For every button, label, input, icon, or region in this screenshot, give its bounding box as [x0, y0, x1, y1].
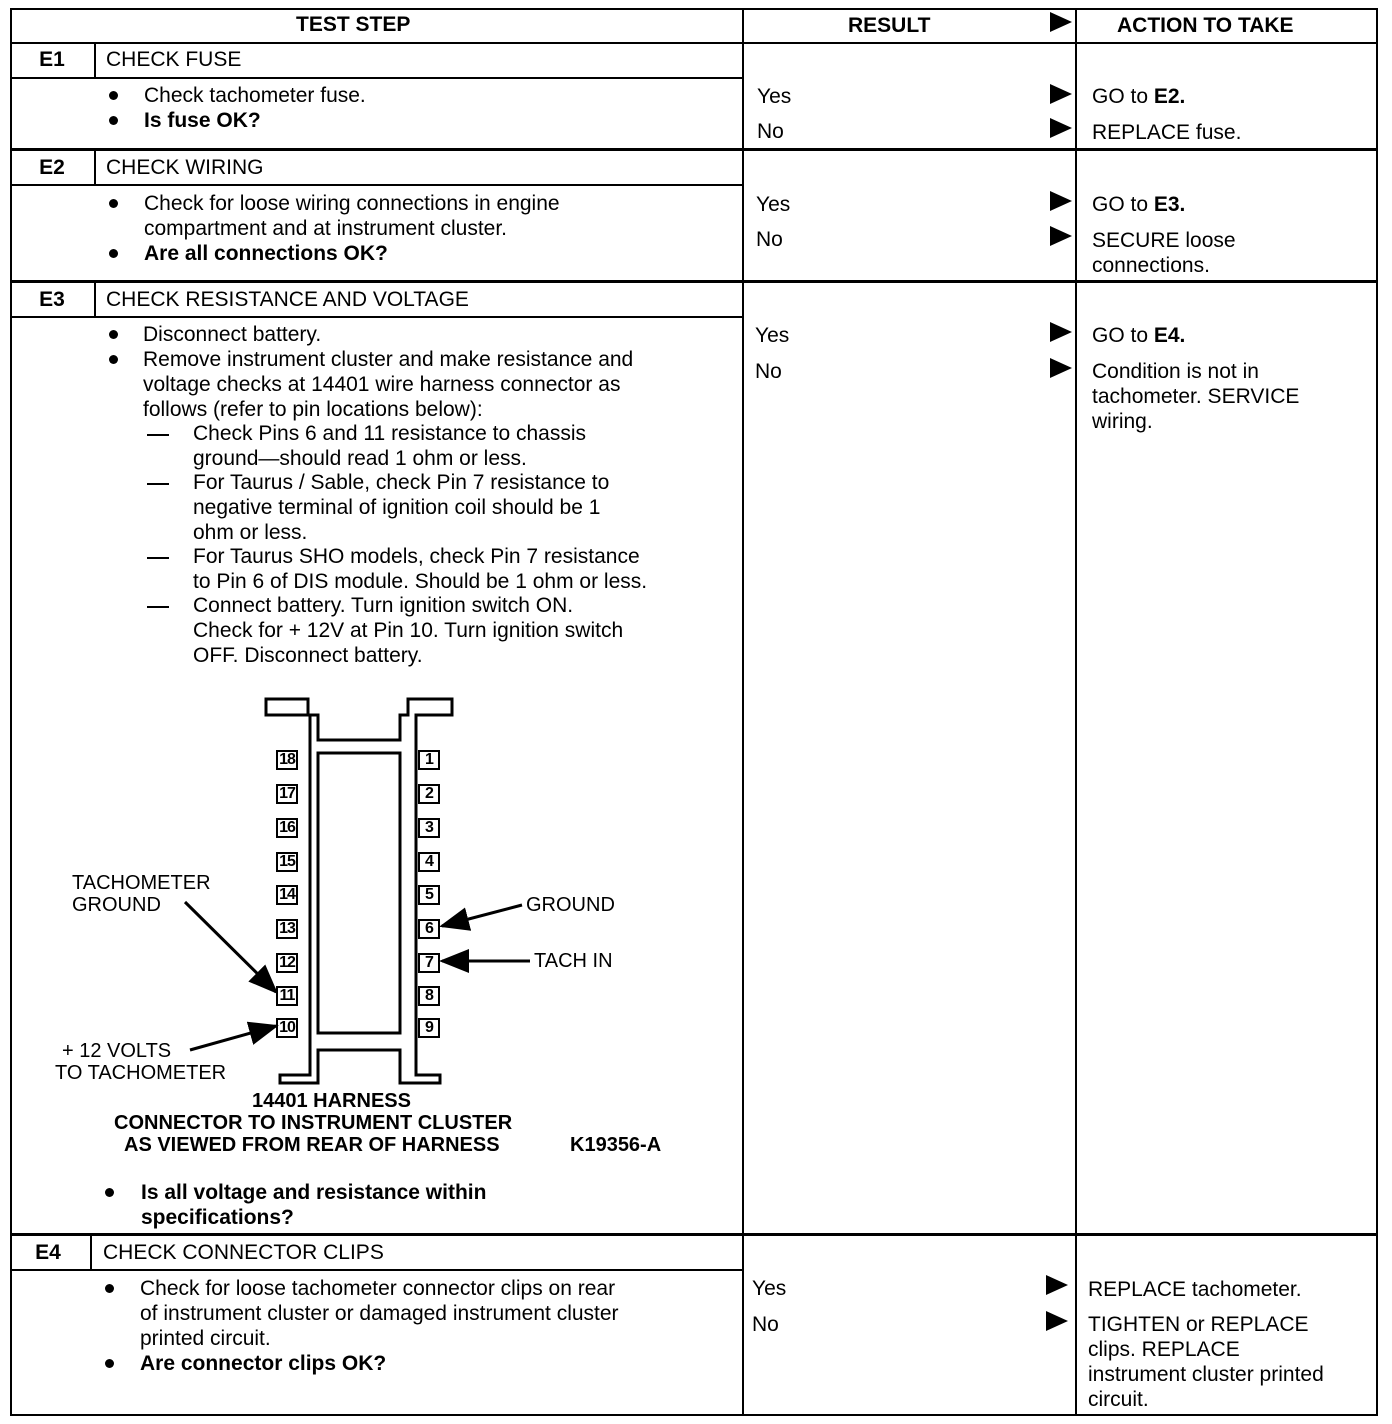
pin-7: 7 — [418, 953, 440, 973]
header-action: ACTION TO TAKE — [1117, 14, 1294, 37]
step-id: E3 — [39, 288, 65, 311]
pin-11: 11 — [276, 986, 298, 1006]
bullet-icon — [105, 1188, 114, 1197]
pin-10: 10 — [276, 1018, 298, 1038]
step-text: negative terminal of ignition coil should be 1 — [193, 496, 601, 519]
step-text: Remove instrument cluster and make resistance and — [143, 348, 634, 371]
step-text: Check Pins 6 and 11 resistance to chassis — [193, 422, 586, 445]
arrow-right-icon — [1046, 1311, 1068, 1331]
arrow-right-icon — [1046, 1275, 1068, 1295]
pin-1: 1 — [418, 750, 440, 770]
label-ground: GROUND — [526, 894, 615, 916]
step-question: Are all connections OK? — [144, 242, 388, 265]
action-no: connections. — [1092, 254, 1210, 277]
step-id: E1 — [39, 48, 65, 71]
pin-14: 14 — [276, 885, 298, 905]
result-yes: Yes — [757, 85, 792, 108]
arrow-right-icon — [1050, 12, 1072, 32]
action-no: Condition is not in — [1092, 360, 1259, 383]
step-id: E2 — [39, 156, 65, 179]
step-text: Disconnect battery. — [143, 323, 322, 346]
pin-8: 8 — [418, 986, 440, 1006]
step-text: of instrument cluster or damaged instrument cluster — [140, 1302, 619, 1325]
step-text: Connect battery. Turn ignition switch ON. — [193, 594, 574, 617]
step-text: Check for + 12V at Pin 10. Turn ignition switch — [193, 619, 624, 642]
diagram-caption: CONNECTOR TO INSTRUMENT CLUSTER — [114, 1112, 513, 1134]
action-yes: GO to E3. — [1092, 193, 1186, 216]
action-no: tachometer. SERVICE — [1092, 385, 1300, 408]
step-text: For Taurus / Sable, check Pin 7 resistance to — [193, 471, 610, 494]
step-text: compartment and at instrument cluster. — [144, 217, 507, 240]
header-test-step: TEST STEP — [296, 13, 411, 36]
action-no: REPLACE fuse. — [1092, 121, 1242, 144]
action-no: TIGHTEN or REPLACE — [1088, 1313, 1309, 1336]
pin-2: 2 — [418, 784, 440, 804]
step-text: ohm or less. — [193, 521, 308, 544]
pin-6: 6 — [418, 919, 440, 939]
action-yes: GO to E2. — [1092, 85, 1186, 108]
result-no: No — [755, 360, 782, 383]
pin-3: 3 — [418, 818, 440, 838]
step-title: CHECK FUSE — [106, 48, 242, 71]
pin-18: 18 — [276, 750, 298, 770]
step-text: For Taurus SHO models, check Pin 7 resistance — [193, 545, 640, 568]
step-text: follows (refer to pin locations below): — [143, 398, 483, 421]
bullet-icon — [105, 1284, 114, 1293]
step-question: Is fuse OK? — [144, 109, 261, 132]
pin-17: 17 — [276, 784, 298, 804]
pin-9: 9 — [418, 1018, 440, 1038]
label-tach-ground: TACHOMETER — [72, 872, 211, 894]
action-yes: GO to E4. — [1092, 324, 1186, 347]
step-text: to Pin 6 of DIS module. Should be 1 ohm or less. — [193, 570, 648, 593]
action-no: instrument cluster printed — [1088, 1363, 1324, 1386]
step-question: Is all voltage and resistance within — [141, 1181, 487, 1204]
step-question: specifications? — [141, 1206, 294, 1229]
step-text: Check for loose tachometer connector clips on rear — [140, 1277, 616, 1300]
label-12-volts: TO TACHOMETER — [55, 1062, 227, 1084]
pin-16: 16 — [276, 818, 298, 838]
label-12-volts: + 12 VOLTS — [62, 1040, 172, 1062]
action-no: circuit. — [1088, 1388, 1149, 1411]
diagram-caption: AS VIEWED FROM REAR OF HARNESS — [124, 1134, 500, 1156]
step-text: OFF. Disconnect battery. — [193, 644, 423, 667]
arrow-right-icon — [1050, 358, 1072, 378]
step-title: CHECK WIRING — [106, 156, 264, 179]
arrow-right-icon — [1050, 226, 1072, 246]
bullet-icon — [105, 1359, 114, 1368]
pin-5: 5 — [418, 885, 440, 905]
pin-12: 12 — [276, 953, 298, 973]
result-no: No — [757, 120, 784, 143]
step-text: voltage checks at 14401 wire harness connector as — [143, 373, 621, 396]
action-no: SECURE loose — [1092, 229, 1236, 252]
label-tach-in: TACH IN — [534, 950, 613, 972]
step-text: Check for loose wiring connections in engine — [144, 192, 560, 215]
header-result: RESULT — [848, 14, 931, 37]
action-no: clips. REPLACE — [1088, 1338, 1240, 1361]
action-no: wiring. — [1092, 410, 1153, 433]
arrow-right-icon — [1050, 84, 1072, 104]
action-yes: REPLACE tachometer. — [1088, 1278, 1302, 1301]
step-text: ground—should read 1 ohm or less. — [193, 447, 527, 470]
result-no: No — [752, 1313, 779, 1336]
result-yes: Yes — [756, 193, 791, 216]
pin-13: 13 — [276, 919, 298, 939]
diagram-caption: 14401 HARNESS — [252, 1090, 411, 1112]
step-question: Are connector clips OK? — [140, 1352, 387, 1375]
arrow-right-icon — [1050, 191, 1072, 211]
result-no: No — [756, 228, 783, 251]
result-yes: Yes — [752, 1277, 787, 1300]
step-title: CHECK CONNECTOR CLIPS — [103, 1241, 384, 1264]
step-text: Check tachometer fuse. — [144, 84, 366, 107]
pin-4: 4 — [418, 852, 440, 872]
pin-15: 15 — [276, 852, 298, 872]
step-text: printed circuit. — [140, 1327, 271, 1350]
step-title: CHECK RESISTANCE AND VOLTAGE — [106, 288, 469, 311]
arrow-right-icon — [1050, 118, 1072, 138]
step-id: E4 — [35, 1241, 61, 1264]
result-yes: Yes — [755, 324, 790, 347]
figure-id: K19356-A — [570, 1134, 662, 1156]
arrow-right-icon — [1050, 322, 1072, 342]
label-tach-ground: GROUND — [72, 894, 161, 916]
